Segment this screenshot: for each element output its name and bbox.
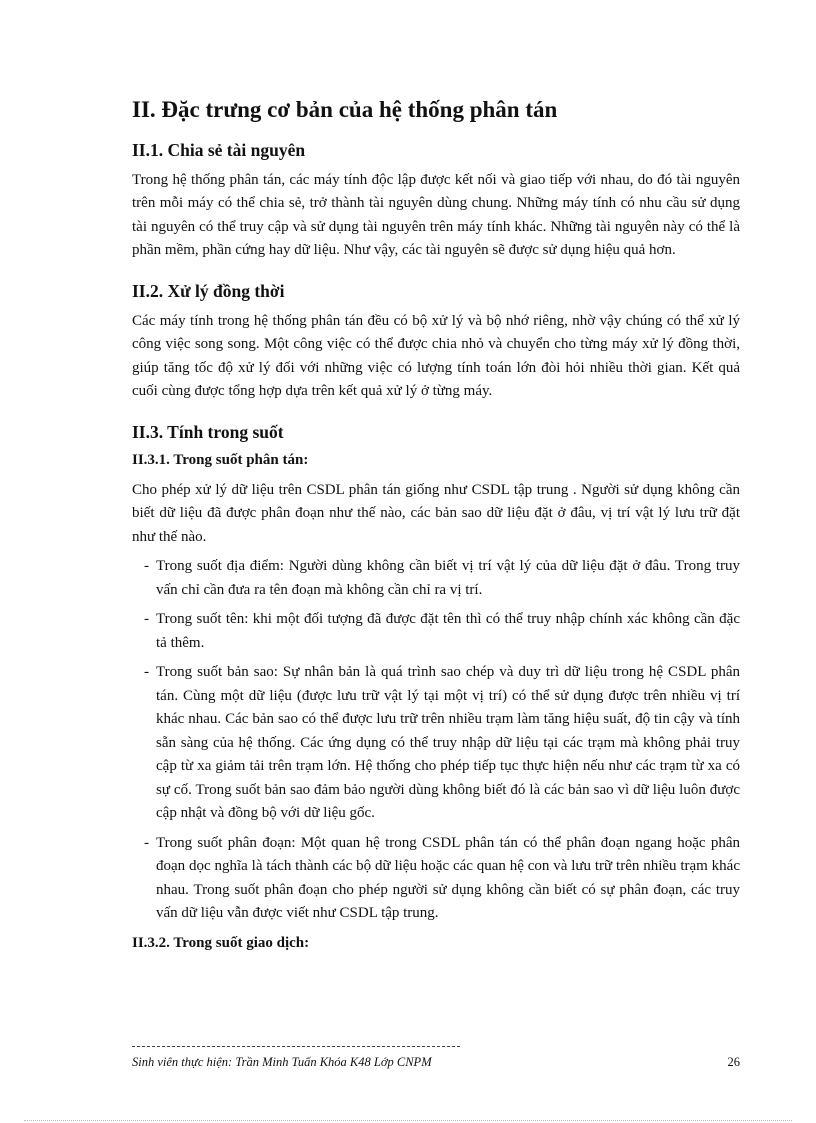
transparency-bullet-list bbox=[132, 555, 740, 926]
bullet-marker: - bbox=[144, 834, 149, 851]
list-item-text: Trong suốt tên: khi một đối tượng đã được đặt tên thì có thể truy nhập chính xác không cần đặc tả thêm. bbox=[156, 611, 740, 651]
footer-author-text: Sinh viên thực hiện: Trần Minh Tuấn Khóa K48 Lớp CNPM bbox=[132, 1055, 432, 1069]
section-paragraph-concurrent-processing: Các máy tính trong hệ thống phân tán đều có bộ xử lý và bộ nhớ riêng, nhờ vậy chúng có thể xử lý công việc song song. Một công việc có thể được chia nhỏ và chuyển cho từng máy xử lý đồng thời, giúp tăng tốc độ xử lý đối với những việc có lượng tính toán lớn đòi hỏi nhiều thời gian. Kết quả cuối cùng được tổng hợp dựa trên kết quả xử lý ở từng máy. bbox=[132, 312, 740, 400]
subsection-heading-transaction-transparency: II.3.2. Trong suốt giao dịch: bbox=[132, 934, 310, 951]
page-bottom-divider bbox=[24, 1120, 792, 1121]
page-footer bbox=[132, 1055, 740, 1070]
subsection-paragraph-distribution-transparency: Cho phép xử lý dữ liệu trên CSDL phân tán giống như CSDL tập trung . Người sử dụng không cần biết dữ liệu đã được phân đoạn như thế nào, các bản sao dữ liệu đặt ở đâu, vị trí vật lý lưu trữ đặt như thế nào. bbox=[132, 481, 740, 545]
section-heading-transparency: II.3. Tính trong suốt bbox=[132, 421, 284, 442]
chapter-title: II. Đặc trưng cơ bản của hệ thống phân tán bbox=[132, 97, 558, 122]
list-item bbox=[132, 555, 740, 602]
bullet-marker: - bbox=[144, 664, 149, 681]
list-item bbox=[132, 661, 740, 826]
section-heading-concurrent-processing: II.2. Xử lý đồng thời bbox=[132, 280, 285, 301]
bullet-marker: - bbox=[144, 558, 149, 575]
footer-divider bbox=[132, 1046, 460, 1047]
section-paragraph-resource-sharing: Trong hệ thống phân tán, các máy tính độc lập được kết nối và giao tiếp với nhau, do đó tài nguyên trên mỗi máy có thể chia sẻ, trở thành tài nguyên dùng chung. Những máy tính có nhu cầu sử dụng tài nguyên có thể truy cập và sử dụng tài nguyên trên máy tính khác. Những tài nguyên này có thể là phần mềm, phần cứng hay dữ liệu. Như vậy, các tài nguyên sẽ được sử dụng hiệu quả hơn. bbox=[132, 171, 740, 259]
list-item bbox=[132, 608, 740, 655]
page-content bbox=[132, 96, 740, 962]
list-item-text: Trong suốt bản sao: Sự nhân bản là quá trình sao chép và duy trì dữ liệu trong hệ CSDL phân tán. Cùng một dữ liệu (được lưu trữ vật lý tại một vị trí) có thể sử dụng được trên nhiều vị trí khác nhau. Các bản sao có thể được lưu trữ trên nhiều trạm làm tăng hiệu suất, độ tin cậy và tính sẵn sàng của hệ thống. Các ứng dụng có thể truy nhập dữ liệu tại các trạm mà không phải truy cập từ xa giảm tải trên trạm lớn. Hệ thống cho phép tiếp tục thực hiện nếu như các trạm từ xa có sự cố. Trong suốt bản sao đảm bảo người dùng không biết đó là các bản sao vì dữ liệu luôn được cập nhật và đồng bộ với dữ liệu gốc. bbox=[156, 664, 740, 822]
page-number: 26 bbox=[727, 1055, 740, 1069]
subsection-heading-distribution-transparency: II.3.1. Trong suốt phân tán: bbox=[132, 451, 309, 468]
list-item-text: Trong suốt địa điểm: Người dùng không cần biết vị trí vật lý của dữ liệu đặt ở đâu. Trong truy vấn chỉ cần đưa ra tên đoạn mà không cần chỉ ra vị trí. bbox=[156, 558, 740, 598]
bullet-marker: - bbox=[144, 611, 149, 628]
section-heading-resource-sharing: II.1. Chia sẻ tài nguyên bbox=[132, 139, 306, 160]
list-item bbox=[132, 832, 740, 926]
list-item-text: Trong suốt phân đoạn: Một quan hệ trong CSDL phân tán có thể phân đoạn ngang hoặc phân đoạn dọc nghĩa là tách thành các bộ dữ liệu hoặc các quan hệ con và lưu trữ trên nhiều trạm khác nhau. Trong suốt phân đoạn cho phép người sử dụng không cần biết có sự phân đoạn, các truy vấn dữ liệu vẫn được viết như CSDL tập trung. bbox=[156, 834, 740, 922]
